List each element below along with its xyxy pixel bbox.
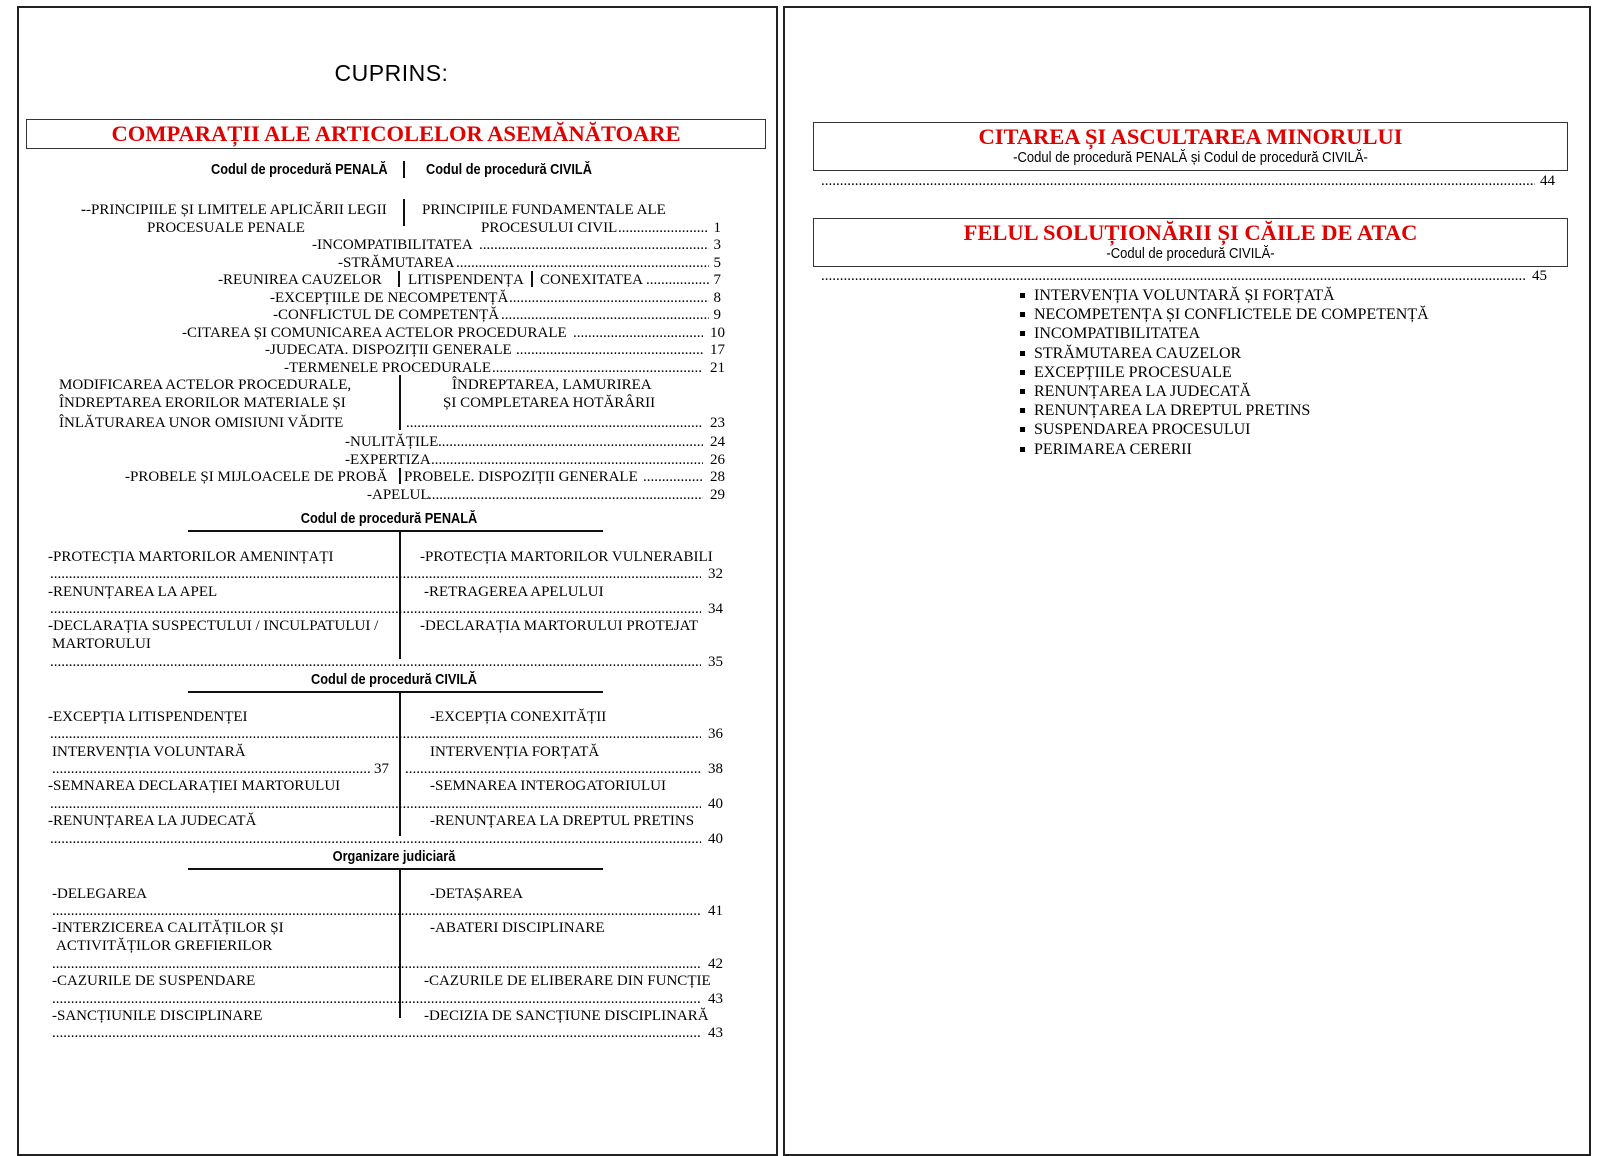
leader-dots [479,236,709,254]
bullet-icon [1020,447,1025,452]
leader-dots [52,902,701,920]
leader-dots [52,760,370,778]
subsection-underline [188,868,603,870]
bullet-icon [1020,331,1025,336]
section-box-solution [813,218,1568,267]
toc-item[interactable]: INTERVENȚIA FORȚATĂ [430,744,600,760]
toc-item[interactable]: -EXCEPȚIA LITISPENDENȚEI [48,709,248,725]
left-page [17,6,778,1156]
page-number: 9 [713,307,721,323]
toc-item[interactable]: -EXPERTIZA [345,452,431,468]
section-title: COMPARAȚII ALE ARTICOLELOR ASEMĂNĂTOARE [111,121,681,146]
subsection-underline [188,691,603,693]
toc-item[interactable]: -APELUL [367,487,430,503]
toc-item[interactable]: ÎNDREPTAREA, LAMURIREA [452,377,652,393]
subsection-title-penal: Codul de procedură PENALĂ [300,511,478,527]
list-item[interactable]: RENUNȚAREA LA JUDECATĂ [1020,382,1429,401]
leader-dots [492,359,703,377]
leader-dots [50,565,701,583]
page-number: 8 [713,290,721,306]
section-box-minor [813,122,1568,171]
leader-dots [618,219,708,237]
bullet-icon [1020,351,1025,356]
leader-dots [646,271,709,289]
toc-item[interactable]: -NULITĂȚILE [345,434,439,450]
page-number: 32 [708,566,723,582]
divider [398,271,400,287]
page-number: 37 [374,761,389,777]
toc-item-cont: ÎNLĂTURAREA UNOR OMISIUNI VĂDITE [59,415,344,431]
toc-item[interactable]: -PROTECȚIA MARTORILOR AMENINȚAȚI [48,549,334,565]
leader-dots [431,451,703,469]
toc-item[interactable]: -RENUNȚAREA LA DREPTUL PRETINS [430,813,695,829]
right-page [783,6,1591,1156]
list-item[interactable]: EXCEPȚIILE PROCESUALE [1020,363,1429,382]
toc-item-cont: PROCESULUI CIVIL [481,220,618,236]
leader-dots [50,653,701,671]
leader-dots [50,830,701,848]
toc-item[interactable]: -ABATERI DISCIPLINARE [430,920,605,936]
codes-header-penal: Codul de procedură PENALĂ [211,162,388,178]
bullet-icon [1020,293,1025,298]
page-number: 45 [1532,268,1547,284]
list-item[interactable]: NECOMPETENȚA ȘI CONFLICTELE DE COMPETENȚĂ [1020,305,1429,324]
bullet-icon [1020,408,1025,413]
leader-dots [52,990,701,1008]
leader-dots [501,306,709,324]
page-number: 40 [708,796,723,812]
toc-item[interactable]: -REUNIREA CAUZELOR [218,272,382,288]
toc-item[interactable]: -SANCȚIUNILE DISCIPLINARE [52,1008,263,1024]
toc-item-cont: ÎNDREPTAREA ERORILOR MATERIALE ȘI [59,395,346,411]
toc-item[interactable]: -INCOMPATIBILITATEA [312,237,473,253]
leader-dots [52,955,701,973]
bullet-icon [1020,312,1025,317]
page-number: 41 [708,903,723,919]
column-divider [399,693,401,836]
toc-item[interactable]: MODIFICAREA ACTELOR PROCEDURALE, [59,377,352,393]
bullet-icon [1020,389,1025,394]
page-number: 36 [708,726,723,742]
bullet-icon [1020,370,1025,375]
toc-item[interactable]: -RENUNȚAREA LA JUDECATĂ [48,813,257,829]
list-item[interactable]: SUSPENDAREA PROCESULUI [1020,420,1429,439]
section-title: CITAREA ȘI ASCULTAREA MINORULUI [978,124,1403,149]
leader-dots [405,760,701,778]
subsection-title-org: Organizare judiciară [332,849,456,865]
toc-item[interactable]: -EXCEPȚIILE DE NECOMPETENȚĂ [270,290,509,306]
toc-item[interactable]: -CONFLICTUL DE COMPETENȚĂ [273,307,500,323]
leader-dots [438,433,703,451]
toc-item-cont: MARTORULUI [52,636,151,652]
toc-item-cont: ACTIVITĂȚILOR GREFIERILOR [56,938,273,954]
page-number: 38 [708,761,723,777]
toc-item[interactable]: -DECLARAȚIA MARTORULUI PROTEJAT [420,618,698,634]
list-item[interactable]: RENUNȚAREA LA DREPTUL PRETINS [1020,401,1429,420]
leader-dots [406,414,703,432]
divider [399,468,401,484]
leader-dots [821,172,1535,190]
section-subtitle: -Codul de procedură CIVILĂ- [1106,246,1275,262]
page-number: 42 [708,956,723,972]
toc-item[interactable]: -PROBELE ȘI MIJLOACELE DE PROBĂ [125,469,388,485]
divider [403,199,405,226]
section-title-box [26,119,766,149]
codes-header-civil: Codul de procedură CIVILĂ [426,162,592,178]
page-number: 43 [708,1025,723,1041]
page-number: 7 [713,272,721,288]
toc-item[interactable]: -DELEGAREA [52,886,147,902]
section-title: FELUL SOLUȚIONĂRII ȘI CĂILE DE ATAC [963,220,1418,245]
toc-item[interactable]: -SEMNAREA INTEROGATORIULUI [430,778,666,794]
bullet-icon [1020,427,1025,432]
toc-item[interactable]: -TERMENELE PROCEDURALE [284,360,492,376]
leader-dots [50,795,701,813]
toc-item[interactable]: -STRĂMUTAREA [338,255,455,271]
page-number: 21 [710,360,725,376]
leader-dots [509,289,709,307]
page-number: 23 [710,415,725,431]
toc-item[interactable]: -RENUNȚAREA LA APEL [48,584,218,600]
page-number: 28 [710,469,725,485]
toc-item[interactable]: -DECIZIA DE SANCȚIUNE DISCIPLINARĂ [424,1008,709,1024]
toc-item[interactable]: PRINCIPIILE FUNDAMENTALE ALE [422,202,666,218]
page-number: 26 [710,452,725,468]
solution-topics-list [1020,286,1429,459]
page-number: 1 [713,220,721,236]
toc-item[interactable]: -CAZURILE DE ELIBERARE DIN FUNCȚIE [424,973,711,989]
leader-dots [821,267,1527,285]
leader-dots [456,254,709,272]
toc-item[interactable]: -DECLARAȚIA SUSPECTULUI / INCULPATULUI / [48,618,379,634]
page-number: 17 [710,342,725,358]
page-number: 3 [713,237,721,253]
toc-item[interactable]: --PRINCIPIILE ȘI LIMITELE APLICĂRII LEGII [81,202,387,218]
page-number: 35 [708,654,723,670]
page-number: 44 [1540,173,1555,189]
toc-item-cont: PROCESUALE PENALE [147,220,305,236]
leader-dots [573,324,703,342]
toc-item[interactable]: -PROTECȚIA MARTORILOR VULNERABILI [420,549,713,565]
list-item[interactable]: INTERVENȚIA VOLUNTARĂ ȘI FORȚATĂ [1020,286,1429,305]
toc-item[interactable]: INTERVENȚIA VOLUNTARĂ [52,744,246,760]
list-item[interactable]: STRĂMUTAREA CAUZELOR [1020,344,1429,363]
section-subtitle: -Codul de procedură PENALĂ și Codul de procedură CIVILĂ- [1013,150,1368,166]
toc-item[interactable]: LITISPENDENȚA [408,272,524,288]
subsection-title-civil: Codul de procedură CIVILĂ [311,672,477,688]
page-number: 5 [713,255,721,271]
leader-dots [643,468,703,486]
toc-item[interactable]: -SEMNAREA DECLARAȚIEI MARTORULUI [48,778,341,794]
page-number: 34 [708,601,723,617]
page-number: 40 [708,831,723,847]
toc-item[interactable]: -CITAREA ȘI COMUNICAREA ACTELOR PROCEDURALE [182,325,567,341]
list-item[interactable]: PERIMAREA CERERII [1020,440,1429,459]
leader-dots [428,486,703,504]
leader-dots [50,725,701,743]
toc-item[interactable]: -RETRAGEREA APELULUI [424,584,604,600]
list-item[interactable]: INCOMPATIBILITATEA [1020,324,1429,343]
page-number: 24 [710,434,725,450]
divider [399,375,401,430]
page-number: 43 [708,991,723,1007]
toc-item[interactable]: -INTERZICEREA CALITĂȚILOR ȘI [52,920,284,936]
page-heading: CUPRINS: [334,60,449,86]
leader-dots [516,341,703,359]
page-number: 10 [710,325,725,341]
toc-item[interactable]: -DETAȘAREA [430,886,523,902]
subsection-underline [188,530,603,532]
page-number: 29 [710,487,725,503]
divider [531,271,533,287]
toc-item[interactable]: -EXCEPȚIA CONEXITĂȚII [430,709,607,725]
toc-item-cont: ȘI COMPLETAREA HOTĂRÂRII [443,395,656,411]
divider [403,161,405,178]
column-divider [399,532,401,659]
toc-item[interactable]: -CAZURILE DE SUSPENDARE [52,973,256,989]
toc-item[interactable]: PROBELE. DISPOZIȚII GENERALE [404,469,638,485]
leader-dots [50,600,701,618]
toc-item[interactable]: -JUDECATA. DISPOZIȚII GENERALE [265,342,512,358]
leader-dots [52,1024,701,1042]
toc-item[interactable]: CONEXITATEA [540,272,643,288]
